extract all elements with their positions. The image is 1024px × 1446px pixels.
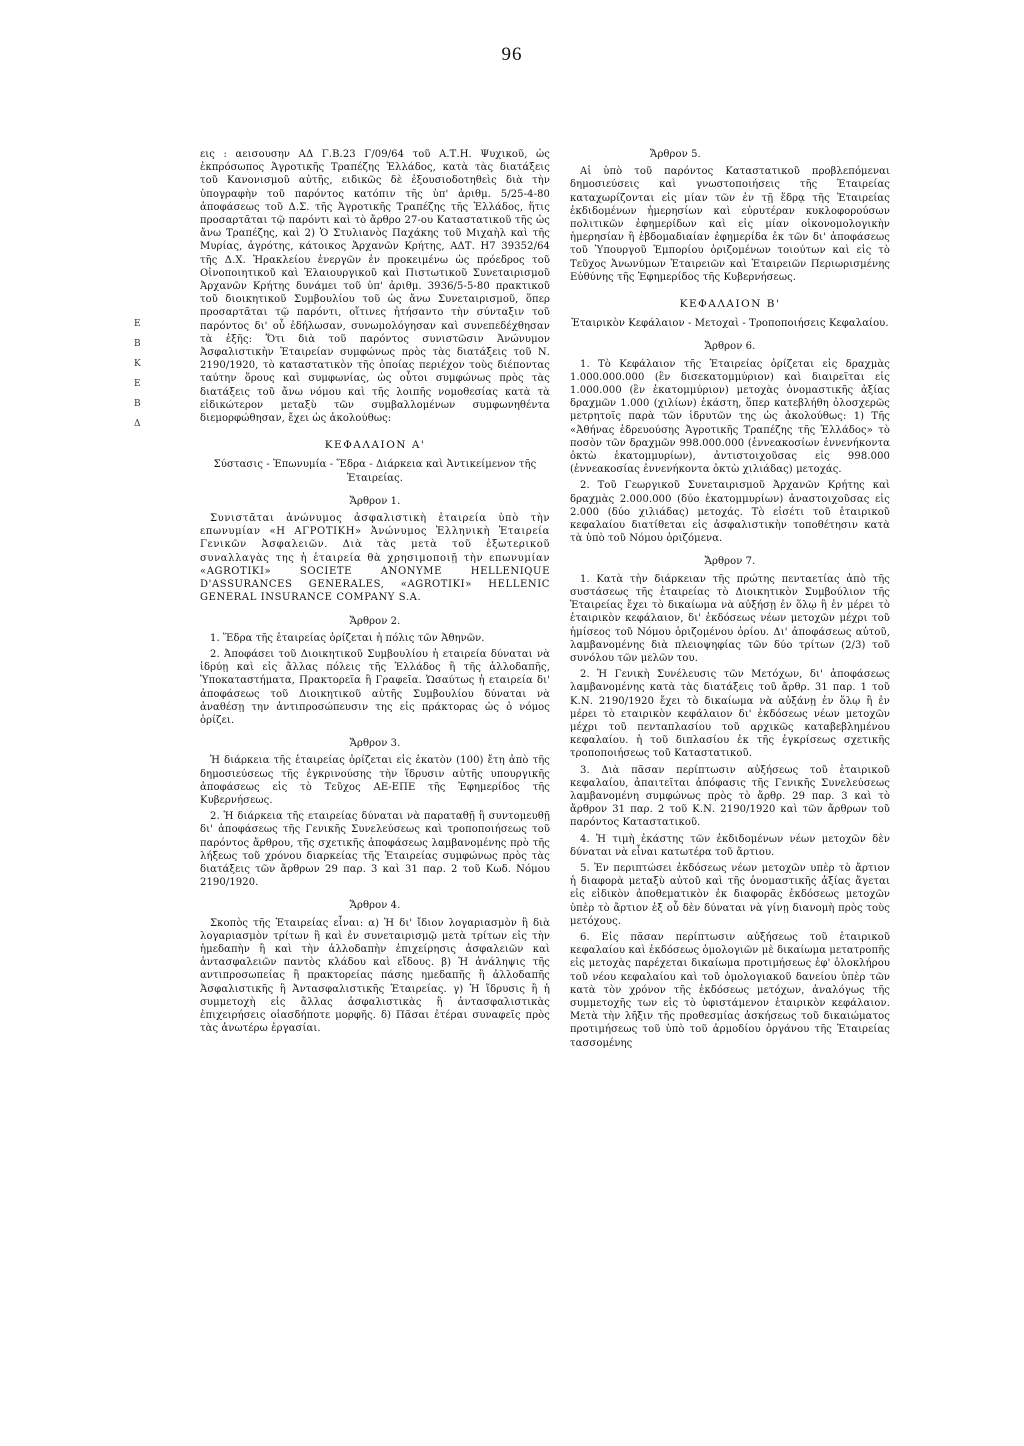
margin-mark: Ε: [134, 319, 141, 329]
article-7-paragraph: 6. Εἰς πᾶσαν περίπτωσιν αὐξήσεως τοῦ ἑταιρικοῦ κεφαλαίου καὶ ἐκδόσεως ὁμολογιῶν μὲ δικαίωμα μετατροπῆς εἰς μετοχὰς παρέχεται δικαίωμα προτιμήσεως ἐφ' ὁλοκλήρου τοῦ νέου κεφαλαίου καὶ τοῦ ὁμολογιακοῦ δανείου ὑπὲρ τῶν κατὰ τὸν χρόνον τῆς ἐκδόσεως μετόχων, ἀναλόγως τῆς συμμετοχῆς των εἰς τὸ ὑφιστάμενον ἑταιρικὸν κεφάλαιον. Μετὰ τὴν λῆξιν τῆς προθεσμίας ἀσκήσεως τοῦ δικαιώματος προτιμήσεως τοῦ ὑπὸ τοῦ ἀρμοδίου ὀργάνου τῆς Ἑταιρείας τασσομένης: [570, 931, 890, 1049]
margin-mark: Β: [134, 399, 141, 409]
article-7-paragraph: 4. Ἡ τιμὴ ἐκάστης τῶν ἐκδιδομένων νέων μετοχῶν δὲν δύναται νὰ εἶναι κατωτέρα τοῦ ἄρτιου.: [570, 833, 890, 858]
article-3-paragraph: 2. Ἡ διάρκεια τῆς εταιρείας δύναται νὰ παραταθῇ ἢ συντομευθῇ δι' ἀποφάσεως τῆς Γενικῆς Συνελεύσεως καὶ τροποποιήσεως τοῦ παρόντος ἄρθρου, τῆς σχετικῆς ἀποφάσεως λαμβανομένης πρὸ τῆς λήξεως τοῦ χρόνου διαρκείας τῆς Ἑταιρείας συμφώνως πρὸς τὰς διατάξεις τῶν ἄρθρων 29 παρ. 3 καὶ 31 παρ. 2 τοῦ Κωδ. Νόμου 2190/1920.: [200, 811, 550, 889]
article-1-text: Συνιστᾶται ἀνώνυμος ἀσφαλιστικὴ ἑταιρεία ὑπὸ τὴν επωνυμίαν «Η ΑΓΡΟΤΙΚΗ» Ἀνώνυμος Ἑλληνικὴ Ἑταιρεία Γενικῶν Ἀσφαλειῶν. Διὰ τὰς μετὰ τοῦ ἐξωτερικοῦ συναλλαγὰς της ἡ ἑταιρεία θὰ χρησιμοποιῇ τὴν επωνυμίαν «AGROTIKI» SOCIETE ANONYME HELLENIQUE D'ASSURANCES GENERALES, «AGROTIKI» HELLENIC GENERAL INSURANCE COMPANY S.A.: [200, 513, 550, 604]
article-4-text: Σκοπὸς τῆς Ἑταιρείας εἶναι: α) Ἡ δι' ἴδιον λογαριασμὸν ἢ διὰ λογαριασμὸν τρίτων ἢ καὶ ἐν συνεταιρισμῷ μετὰ τρίτων εἰς τὴν ἡμεδαπὴν ἢ καὶ τὴν ἀλλοδαπὴν ἐπιχείρησις ἀσφαλειῶν καὶ ἀντασφαλειῶν παντὸς κλάδου καὶ εἴδους. β) Ἡ ἀνάληψις τῆς αντιπροσωπείας ἢ πρακτορείας πάσης ημεδαπῆς ἢ ἀλλοδαπῆς Ἀσφαλιστικῆς ἢ Ἀντασφαλιστικῆς Ἑταιρείας. γ) Ἡ ἵδρυσις ἢ ἡ συμμετοχὴ εἰς ἄλλας ἀσφαλιστικὰς ἢ ἀντασφαλιστικὰς ἐπιχειρήσεις οἱασδήποτε μορφῆς. δ) Πᾶσαι ἐτέραι συναφεῖς πρὸς τὰς ἀνωτέρω ἐργασίαι.: [200, 917, 550, 1035]
article-7-paragraph: 3. Διὰ πᾶσαν περίπτωσιν αὐξήσεως τοῦ ἑταιρικοῦ κεφαλαίου, ἀπαιτεῖται ἀπόφασις τῆς Γενικῆς Συνελεύσεως λαμβανομένη συμφώνως πρὸς τὸ ἄρθρ. 29 παρ. 3 καὶ τὸ ἄρθρον 31 παρ. 2 τοῦ Κ.Ν. 2190/1920 καὶ τῶν ἄρθρων τοῦ παρόντος Καταστατικοῦ.: [570, 764, 890, 829]
chapter-b-subtitle: Ἑταιρικὸν Κεφάλαιον - Μετοχαὶ - Τροποποιήσεις Κεφαλαίου.: [571, 318, 889, 330]
article-2-title: Ἄρθρον 2.: [349, 615, 401, 627]
article-2-paragraph: 1. Ἕδρα τῆς ἑταιρείας ὁρίζεται ἡ πόλις τῶν Ἀθηνῶν.: [210, 632, 485, 644]
article-3-paragraph: Ἡ διάρκεια τῆς ἑταιρείας ὁρίζεται εἰς ἑκατὸν (100) ἔτη ἀπὸ τῆς δημοσιεύσεως τῆς ἐγκρινούσης τὴν ἵδρυσιν αὐτῆς υπουργικῆς ἀποφάσεως εἰς τὸ Τεῦχος ΑΕ-ΕΠΕ τῆς Ἐφημερίδος τῆς Κυβερνήσεως.: [200, 755, 550, 806]
left-column: [200, 148, 550, 1038]
article-6-paragraph: 2. Τοῦ Γεωργικοῦ Συνεταιρισμοῦ Ἀρχανῶν Κρήτης καὶ δραχμὰς 2.000.000 (δύο ἑκατομμυρίων) ἀναστοιχοῦσας εἰς 2.000 (δύο χιλιάδας) μετοχάς. Τὸ εἰσέτι τοῦ ἑταιρικοῦ κεφαλαίου διατίθεται εἰς ἀσφαλιστικὴν τοποθέτησιν κατὰ τὰ ὑπὸ τοῦ Νόμου ὁριζόμενα.: [570, 480, 890, 545]
chapter-a-title: ΚΕΦΑΛΑΙΟΝ Α': [324, 439, 426, 452]
article-3-title: Ἄρθρον 3.: [349, 738, 401, 750]
chapter-b-title: ΚΕΦΑΛΑΙΟΝ Β': [679, 298, 781, 311]
margin-mark: Κ: [134, 359, 141, 369]
article-5-title: Ἄρθρον 5.: [650, 149, 701, 160]
right-column: [570, 148, 890, 1053]
article-1-title: Ἄρθρον 1.: [349, 495, 401, 507]
article-2-paragraph: 2. Ἀποφάσει τοῦ Διοικητικοῦ Συμβουλίου ἡ εταιρεία δύναται νὰ ἱδρύῃ καὶ εἰς ἄλλας πόλεις τῆς Ἑλλάδος ἢ τῆς ἀλλοδαπῆς, Ὑποκαταστήματα, Πρακτορεῖα ἢ Γραφεῖα. Ὡσαύτως ἡ εταιρεία δι' ἀποφάσεως τοῦ Διοικητικοῦ αὐτῆς Συμβουλίου δύναται νὰ ἀναθέσῃ την ἀντιπροσώπευσιν της εἰς πράκτορας ὡς ὁ νόμος ὁρίζει.: [200, 648, 550, 726]
intro-paragraph: εις : αεισουσην ΑΔ Γ.Β.23 Γ/09/64 τοῦ Α.Τ.Η. Ψυχικοῦ, ὡς ἐκπρόσωπος Ἀγροτικῆς Τραπέζης Ἑλλάδος, κατὰ τὰς διατάξεις τοῦ Κανονισμοῦ αὐτῆς, ειδικῶς δὲ ἐξουσιοδοτηθεὶς διὰ τὴν ὑπογραφὴν τοῦ παρόντος κατόπιν τῆς ὑπ' ἀριθμ. 5/25-4-80 ἀποφάσεως τοῦ Δ.Σ. τῆς Ἀγροτικῆς Τραπέζης τῆς Ἑλλάδος, ἥτις προσαρτᾶται τῷ παρόντι καὶ τὸ ἄρθρο 27-ου Καταστατικοῦ τῆς ὡς ἄνω Τραπέζης, καὶ 2) Ὁ Στυλιανὸς Παχάκης τοῦ Μιχαὴλ καὶ τῆς Μυρίας, ἀγρότης, κάτοικος Ἀρχανῶν Κρήτης, ΑΔΤ. Η7 39352/64 τῆς Δ.Χ. Ἡρακλείου ἐνεργῶν ἐν προκειμένω ὡς πρόεδρος τοῦ Οἰνοποιητικοῦ καὶ Ἐλαιουργικοῦ καὶ Πιστωτικοῦ Συνεταιρισμοῦ Ἀρχανῶν Κρήτης δυνάμει τοῦ ὑπ' ἀριθμ. 3936/5-5-80 πρακτικοῦ τοῦ διοικητικοῦ Συμβουλίου τοῦ ὡς ἄνω Συνεταιρισμοῦ, ὅπερ προσαρτᾶται τῷ παρόντι, οἵτινες ἠτήσαντο τὴν σύνταξιν τοῦ παρόντος δι' οὗ ἐδήλωσαν, συνωμολόγησαν καὶ συνεπεδέχθησαν τὰ ἑξῆς: Ὅτι διὰ τοῦ παρόντος συνιστῶσιν Ἀνώνυμον Ἀσφαλιστικὴν Ἑταιρείαν συμφώνως πρὸς τὰς διατάξεις τοῦ Ν. 2190/1920, τὸ καταστατικὸν τῆς ὁποίας περιέχον τοὺς διέποντας ταύτην ὅρους καὶ συμφωνίας, ὡς οὗτοι συμφώνως πρὸς τὰς διατάξεις τοῦ ἄνω νόμου καὶ τῆς λοιπῆς νομοθεσίας κατὰ τὰ εἰδικώτερον μεταξὺ τῶν συμβαλλομένων συμφωνηθέντα διεμορφώθησαν, ἔχει ὡς ἀκολούθως:: [200, 149, 550, 425]
article-6-paragraph: 1. Τὸ Κεφάλαιον τῆς Ἑταιρείας ὁρίζεται εἰς δραχμὰς 1.000.000.000 (ἓν δισεκατομμύριον) καὶ διαιρεῖται εἰς 1.000.000 (ἓν ἑκατομμύριον) μετοχὰς ὀνομαστικῆς ἀξίας δραχμῶν 1.000 (χιλίων) ἑκάστη, ὅπερ κατεβλήθη ὁλοσχερῶς μετρητοῖς παρὰ τῶν ἱδρυτῶν της ὡς ἀκολούθως: 1) Τῆς «Ἀθήνας ἑδρευούσης Ἀγροτικῆς Τραπέζης τῆς Ἑλλάδος» τὸ ποσὸν τῶν δραχμῶν 998.000.000 (ἐννεακοσίων ἐννενήκοντα ὀκτὼ ἑκατομμυρίων), ἀντιστοιχοῦσας εἰς 998.000 (ἐννεακοσίας ἐννενήκοντα ὀκτὼ χιλιάδας) μετοχάς.: [570, 358, 890, 476]
margin-marks: [134, 318, 158, 438]
article-5-text: Αἱ ὑπὸ τοῦ παρόντος Καταστατικοῦ προβλεπόμεναι δημοσιεύσεις καὶ γνωστοποιήσεις τῆς Ἑταιρείας καταχωρίζονται εἰς μίαν τῶν ἐν τῇ ἕδρᾳ τῆς Ἑταιρείας ἐκδιδομένων ἡμερησίων καὶ εὐρυτέραν κυκλοφορούσων πολιτικῶν ἐφημερίδων καὶ εἰς μίαν οἰκονομολογικὴν ἡμερησίαν ἢ ἑβδομαδιαίαν ἐφημερίδα ἐκ τῶν δι' ἀποφάσεως τοῦ Ὑπουργοῦ Ἐμπορίου ὁριζομένων τοιούτων καὶ εἰς τὸ Τεῦχος Ἀνωνύμων Ἑταιρειῶν καὶ Ἑταιρειῶν Περιωρισμένης Εὐθύνης τῆς Ἐφημερίδος τῆς Κυβερνήσεως.: [570, 166, 890, 283]
margin-mark: Δ: [134, 419, 141, 429]
margin-mark: Ε: [134, 379, 141, 389]
page-number: 96: [501, 44, 523, 65]
chapter-a-subtitle: Σύστασις - Ἐπωνυμία - Ἕδρα - Διάρκεια καὶ Ἀντικείμενον τῆς Ἑταιρείας.: [213, 459, 537, 484]
article-4-title: Ἄρθρον 4.: [349, 900, 401, 912]
article-7-paragraph: 2. Ἡ Γενικὴ Συνέλευσις τῶν Μετόχων, δι' ἀποφάσεως λαμβανομένης κατὰ τὰς διατάξεις τοῦ ἄρθρ. 31 παρ. 1 τοῦ Κ.Ν. 2190/1920 ἔχει τὸ δικαίωμα νὰ αὐξάνῃ ἐν ὅλῳ ἢ ἐν μέρει τὸ εταιρικὸν κεφάλαιον δι' ἐκδόσεως νέων μετοχῶν μέχρι τοῦ πενταπλασίου τοῦ αρχικῶς καταβεβλημένου κεφαλαίου. ἡ τοῦ διπλασίου ἐκ τῆς ἐγκρίσεως σχετικῆς τροποποιήσεως τοῦ Καταστατικοῦ.: [570, 669, 890, 760]
article-7-paragraph: 5. Ἐν περιπτώσει ἐκδόσεως νέων μετοχῶν υπὲρ τὸ ἄρτιον ἡ διαφορὰ μεταξὺ αὐτοῦ καὶ τῆς ὀνομαστικῆς ἀξίας ἄγεται εἰς εἰδικὸν ἀποθεματικὸν ἐκ διαφορᾶς ἐκδόσεως μετοχῶν ὑπὲρ τὸ ἄρτιον ἐξ οὗ δὲν δύναται νὰ γίνῃ διανομὴ πρὸς τοὺς μετόχους.: [570, 862, 890, 927]
article-6-title: Ἄρθρον 6.: [704, 341, 756, 353]
margin-mark: Β: [134, 339, 141, 349]
article-7-paragraph: 1. Κατὰ τὴν διάρκειαν τῆς πρώτης πενταετίας ἀπὸ τῆς συστάσεως τῆς ἑταιρείας τὸ Διοικητικὸν Συμβούλιον τῆς Ἑταιρείας ἔχει τὸ δικαίωμα νὰ αὐξήσῃ ἐν ὅλῳ ἢ ἐν μέρει τὸ ἑταιρικὸν κεφάλαιον, δι' ἐκδόσεως νέων μετοχῶν μέχρι τοῦ ἡμίσεος τοῦ Νόμου ὁριζομένου ὁρίου. Δι' ἀποφάσεως αὐτοῦ, λαμβανομένης διὰ πλειοψηφίας τῶν δύο τρίτων (2/3) τοῦ συνόλου τῶν μελῶν του.: [570, 573, 890, 664]
article-7-title: Ἄρθρον 7.: [704, 556, 756, 568]
